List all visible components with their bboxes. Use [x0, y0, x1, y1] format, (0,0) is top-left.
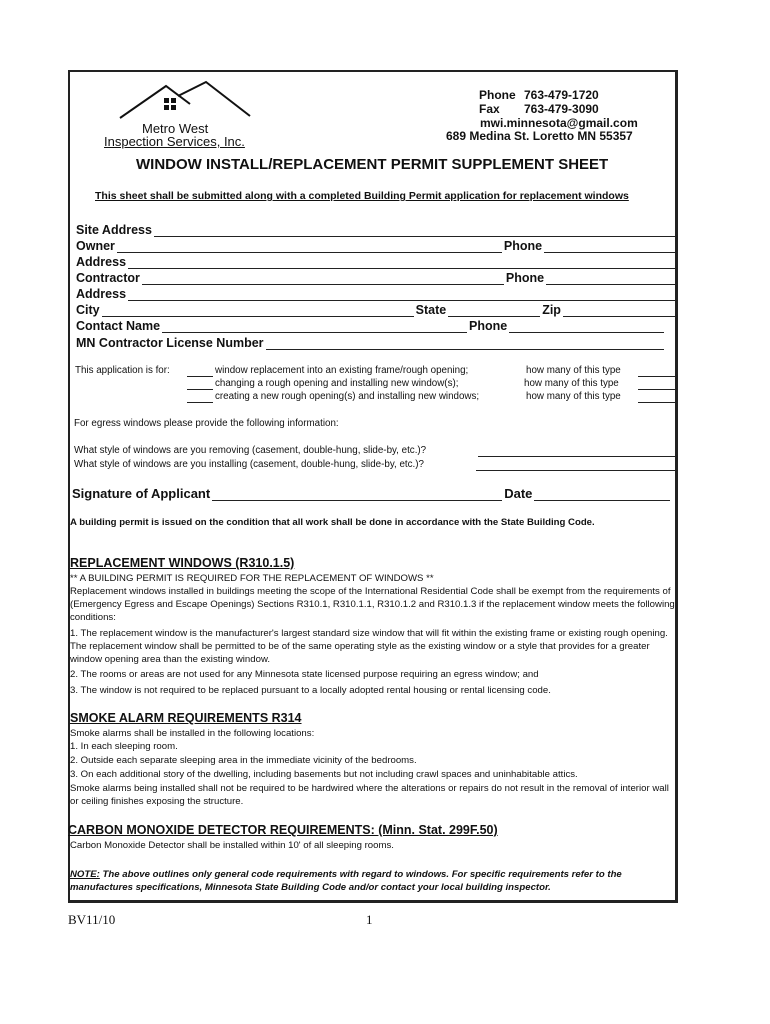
contact-name-row [76, 317, 666, 333]
contractor-phone-field[interactable] [546, 272, 678, 285]
smoke-location-1: 1. In each sleeping room. [70, 741, 178, 752]
page-title: WINDOW INSTALL/REPLACEMENT PERMIT SUPPLEMENT SHEET [136, 156, 609, 173]
signature-row [72, 485, 672, 501]
contractor-phone-label: Phone [505, 271, 545, 285]
option1-blank[interactable] [187, 365, 213, 377]
city-field[interactable] [102, 304, 414, 317]
option3-label: creating a new rough opening(s) and installing new windows; [215, 391, 480, 402]
smoke-intro: Smoke alarms shall be installed in the following locations: [70, 728, 315, 739]
egress-removing-field[interactable] [478, 445, 676, 457]
option3-how-many: how many of this type [526, 391, 621, 402]
fax-label: Fax [479, 102, 500, 116]
contact-name-field[interactable] [162, 320, 467, 333]
contractor-field[interactable] [142, 272, 504, 285]
contractor-label: Contractor [76, 271, 140, 285]
egress-installing-field[interactable] [476, 459, 676, 471]
replacement-condition-2: 2. The rooms or areas are not used for any Minnesota state licensed purpose requiring an egress window; and [70, 669, 539, 680]
egress-question-installing: What style of windows are you installing (casement, double-hung, slide-by, etc.)? [74, 459, 424, 470]
phone-label: Phone [479, 88, 516, 102]
note [70, 868, 678, 894]
form-code: BV11/10 [68, 912, 116, 927]
replacement-heading: REPLACEMENT WINDOWS (R310.1.5) [70, 556, 295, 570]
option2-label: changing a rough opening and installing new window(s); [215, 378, 459, 389]
owner-address-row [76, 253, 680, 269]
option1-count[interactable] [638, 365, 676, 377]
signature-label: Signature of Applicant [72, 486, 211, 501]
option2-blank[interactable] [187, 378, 213, 390]
license-field[interactable] [266, 337, 664, 350]
logo-subname: Inspection Services, Inc. [104, 134, 245, 149]
option2-count[interactable] [638, 378, 676, 390]
co-heading: CARBON MONOXIDE DETECTOR REQUIREMENTS: (Minn. Stat. 299F.50) [68, 823, 498, 837]
option1-label: window replacement into an existing frame/rough opening; [215, 365, 469, 376]
email: mwi.minnesota@gmail.com [480, 116, 638, 130]
option3-blank[interactable] [187, 391, 213, 403]
replacement-condition-1: 1. The replacement window is the manufacturer's largest standard size window that will fit within the existing frame or existing rough opening. The replacement window shall be permitted to be of the same operating style as the existing window or a style that provides for a greater window opening area than the existing window. [70, 628, 668, 665]
contractor-address-field[interactable] [128, 288, 678, 301]
city-label: City [76, 303, 100, 317]
egress-heading: For egress windows please provide the following information: [74, 418, 339, 429]
license-label: MN Contractor License Number [76, 336, 264, 350]
contractor-row [76, 269, 680, 285]
phone-number: 763-479-1720 [524, 88, 599, 102]
co-body: Carbon Monoxide Detector shall be installed within 10' of all sleeping rooms. [70, 840, 394, 851]
state-label: State [415, 303, 447, 317]
smoke-hardwire-note: Smoke alarms being installed shall not be required to be hardwired where the alterations or repairs do not result in the removal of interior wall or ceiling finishes exposing the structure. [70, 783, 669, 807]
fax-number: 763-479-3090 [524, 102, 599, 116]
page-subtitle: This sheet shall be submitted along with a completed Building Permit application for replacement windows [95, 190, 629, 202]
egress-question-removing: What style of windows are you removing (casement, double-hung, slide-by, etc.)? [74, 445, 427, 456]
license-row [76, 334, 666, 350]
option1-how-many: how many of this type [526, 365, 621, 376]
date-label: Date [504, 486, 533, 501]
page-number: 1 [366, 912, 373, 927]
city-row [76, 301, 680, 317]
application-intro: This application is for: [75, 365, 170, 376]
smoke-location-3: 3. On each additional story of the dwelling, including basements but not including crawl spaces and uninhabitable attics. [70, 769, 578, 780]
replacement-body: Replacement windows installed in buildings meeting the scope of the International Residential Code shall be exempt from the requirements of (Emergency Egress and Escape Openings) Sections R310.1, R310.1.1, R310.1.2 and R310.1.3 if the replacement window meets the following conditions: [70, 586, 675, 623]
house-logo-icon [118, 80, 258, 125]
contact-name-label: Contact Name [76, 319, 161, 333]
owner-label: Owner [76, 239, 115, 253]
zip-field[interactable] [563, 304, 678, 317]
smoke-heading: SMOKE ALARM REQUIREMENTS R314 [70, 711, 302, 725]
site-address-field[interactable] [154, 224, 678, 237]
replacement-required: ** A BUILDING PERMIT IS REQUIRED FOR THE REPLACEMENT OF WINDOWS ** [70, 573, 434, 584]
owner-address-label: Address [76, 255, 127, 269]
option2-how-many: how many of this type [524, 378, 619, 389]
contact-phone-label: Phone [469, 319, 508, 333]
contractor-address-row [76, 285, 680, 301]
mailing-address: 689 Medina St. Loretto MN 55357 [446, 129, 633, 143]
owner-phone-field[interactable] [544, 240, 678, 253]
owner-row [76, 237, 680, 253]
date-field[interactable] [534, 488, 670, 501]
contact-phone-field[interactable] [509, 320, 664, 333]
owner-address-field[interactable] [128, 256, 678, 269]
owner-field[interactable] [117, 240, 502, 253]
replacement-condition-3: 3. The window is not required to be replaced pursuant to a locally adopted rental housing or rental licensing code. [70, 685, 551, 696]
logo-name: Metro West [142, 121, 209, 136]
permit-condition: A building permit is issued on the condition that all work shall be done in accordance with the State Building Code. [70, 517, 595, 528]
note-body: The above outlines only general code requirements with regard to windows. For specific requirements refer to the manufactures specifications, Minnesota State Building Code and/or contact your local building inspector. [70, 869, 622, 893]
signature-field[interactable] [212, 488, 502, 501]
site-address-row [76, 221, 680, 237]
option3-count[interactable] [638, 391, 676, 403]
owner-phone-label: Phone [503, 239, 543, 253]
note-label: NOTE: [70, 869, 100, 880]
zip-label: Zip [542, 303, 561, 317]
state-field[interactable] [448, 304, 540, 317]
contractor-address-label: Address [76, 287, 127, 301]
smoke-location-2: 2. Outside each separate sleeping area in the immediate vicinity of the bedrooms. [70, 755, 417, 766]
site-address-label: Site Address [76, 223, 152, 237]
